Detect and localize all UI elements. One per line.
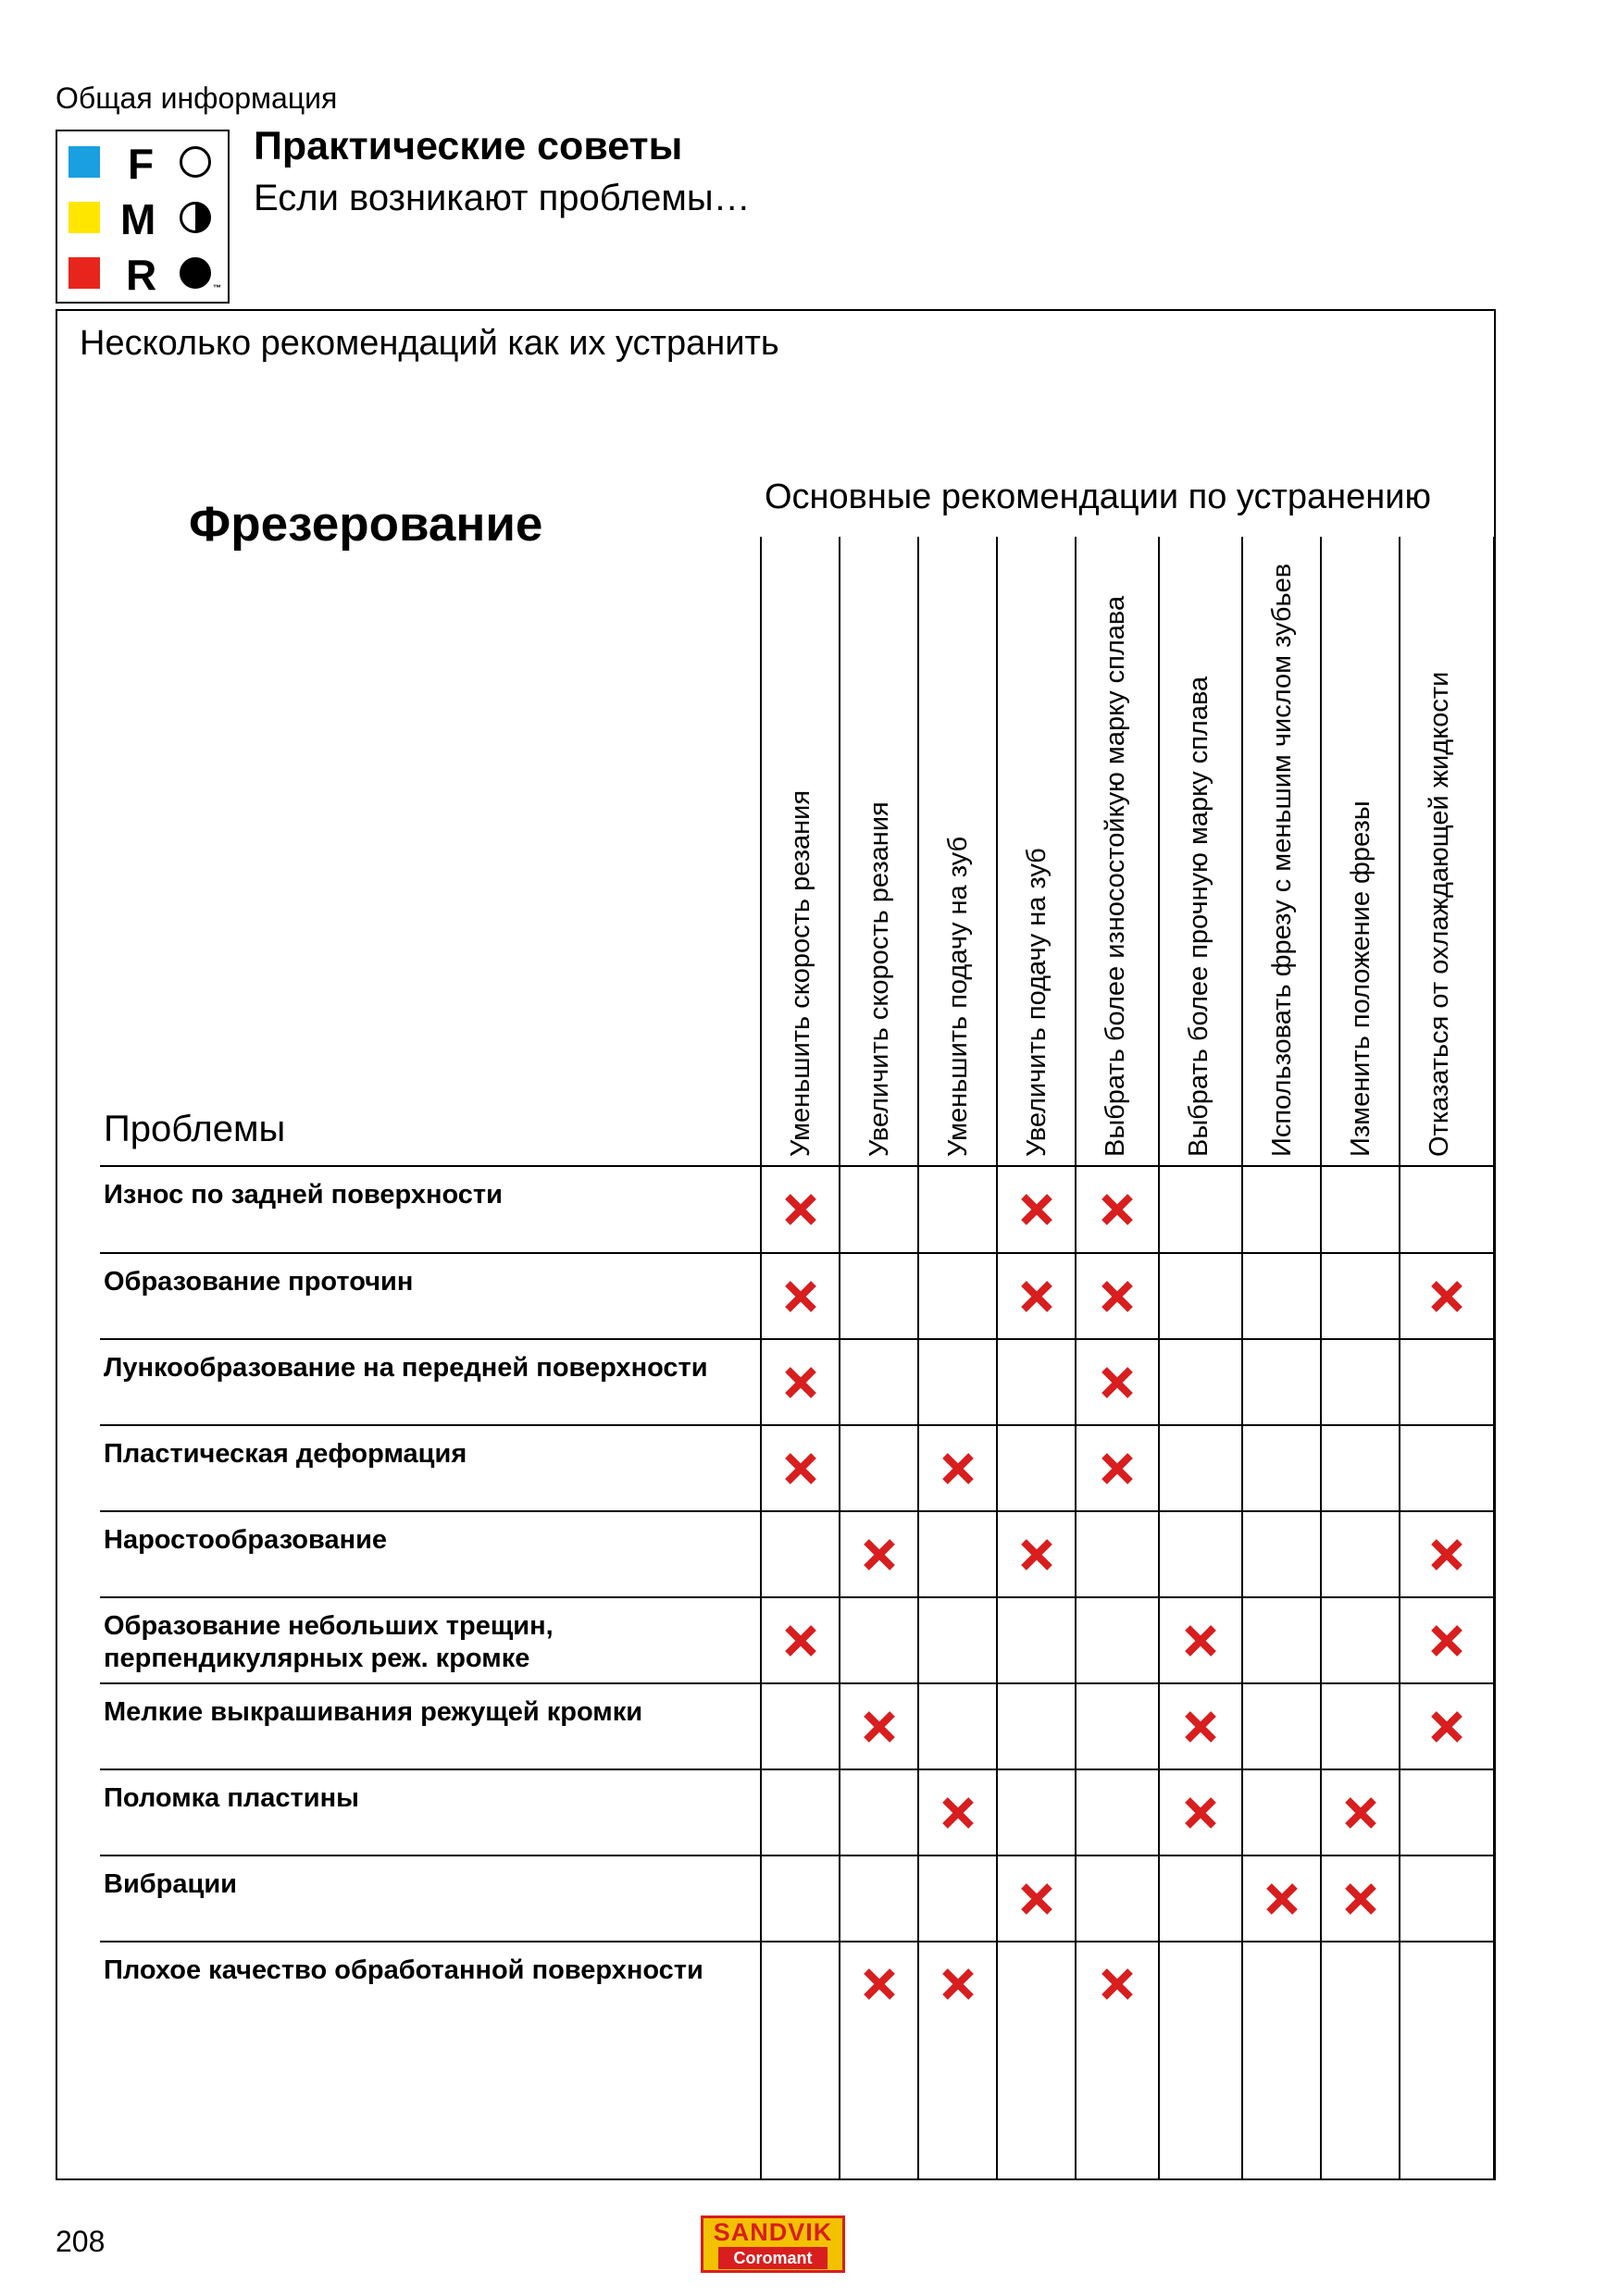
yellow-square-icon xyxy=(68,202,100,233)
row-divider xyxy=(100,1165,1496,1167)
x-mark-icon xyxy=(941,1967,975,2001)
column-divider xyxy=(1493,537,1495,2178)
x-mark-glyph xyxy=(1101,1967,1134,2001)
brand-sub: Coromant xyxy=(718,2247,828,2269)
red-square-icon xyxy=(68,257,100,289)
x-mark-glyph xyxy=(784,1452,817,1485)
x-mark-icon xyxy=(1265,1882,1299,1916)
problem-label: Износ по задней поверхности xyxy=(104,1180,503,1210)
x-mark-glyph xyxy=(1430,1710,1463,1744)
trademark-symbol: ™ xyxy=(213,283,221,292)
x-mark-icon xyxy=(1344,1882,1377,1916)
x-mark-icon xyxy=(863,1967,896,2001)
column-header xyxy=(1322,539,1400,1164)
column-header-label: Уменьшить скорость резания xyxy=(785,789,815,1157)
x-mark-icon xyxy=(784,1193,817,1226)
row-divider xyxy=(100,1855,1496,1856)
x-mark-icon xyxy=(784,1280,817,1313)
x-mark-icon xyxy=(1101,1967,1134,2001)
operation-title: Фрезерование xyxy=(189,497,543,552)
x-mark-icon xyxy=(863,1538,896,1571)
open-circle-icon xyxy=(180,146,211,178)
problem-label: Мелкие выкрашивания режущей кромки xyxy=(104,1697,643,1727)
row-divider xyxy=(100,1510,1496,1512)
x-mark-glyph xyxy=(1344,1882,1377,1916)
column-header xyxy=(762,539,840,1164)
column-header-label: Увеличить подачу на зуб xyxy=(1021,848,1052,1157)
x-mark-glyph xyxy=(1430,1624,1463,1657)
column-header xyxy=(1243,539,1321,1164)
x-mark-glyph xyxy=(1184,1796,1217,1830)
column-header-label: Уменьшить подачу на зуб xyxy=(942,836,973,1157)
row-divider xyxy=(100,1338,1496,1340)
x-mark-icon xyxy=(1430,1624,1463,1657)
row-divider xyxy=(100,1769,1496,1770)
row-divider xyxy=(100,1941,1496,1942)
column-header xyxy=(998,539,1076,1164)
x-mark-icon xyxy=(1020,1538,1053,1571)
problem-label: Вибрации xyxy=(104,1869,238,1899)
x-mark-glyph xyxy=(1101,1280,1134,1313)
x-mark-glyph xyxy=(863,1967,896,2001)
x-mark-icon xyxy=(941,1796,975,1830)
x-mark-icon xyxy=(1020,1193,1053,1226)
x-mark-glyph xyxy=(1430,1280,1463,1313)
fmr-logo xyxy=(56,130,230,304)
page-number: 208 xyxy=(56,2225,106,2258)
x-mark-icon xyxy=(1184,1624,1217,1657)
x-mark-icon xyxy=(1101,1280,1134,1313)
x-mark-icon xyxy=(1101,1452,1134,1485)
x-mark-glyph xyxy=(784,1280,817,1313)
page-subtitle: Если возникают проблемы… xyxy=(254,178,751,218)
x-mark-icon xyxy=(784,1366,817,1399)
column-header-label: Использовать фрезу с меньшим числом зубьев xyxy=(1266,563,1297,1157)
row-divider xyxy=(100,1682,1496,1684)
filled-circle-icon xyxy=(180,257,211,289)
x-mark-glyph xyxy=(941,1967,975,2001)
x-mark-glyph xyxy=(784,1366,817,1399)
half-circle-icon xyxy=(180,202,211,233)
x-mark-glyph xyxy=(1101,1193,1134,1226)
column-header xyxy=(840,539,918,1164)
frame-heading: Несколько рекомендаций как их устранить xyxy=(80,324,779,363)
problem-label: Образование небольших трещин, перпендикулярных реж. кромке xyxy=(104,1611,554,1673)
x-mark-icon xyxy=(784,1452,817,1485)
column-header xyxy=(919,539,997,1164)
problem-label: Наростообразование xyxy=(104,1525,388,1555)
x-mark-glyph xyxy=(1101,1452,1134,1485)
x-mark-icon xyxy=(1430,1710,1463,1744)
column-header xyxy=(1077,539,1154,1164)
x-mark-glyph xyxy=(941,1452,975,1485)
x-mark-glyph xyxy=(863,1538,896,1571)
sandvik-logo xyxy=(701,2215,845,2273)
x-mark-icon xyxy=(1184,1796,1217,1830)
x-mark-icon xyxy=(1101,1366,1134,1399)
x-mark-icon xyxy=(1344,1796,1377,1830)
x-mark-icon xyxy=(1430,1538,1463,1571)
x-mark-glyph xyxy=(784,1193,817,1226)
x-mark-glyph xyxy=(1101,1366,1134,1399)
x-mark-glyph xyxy=(1430,1538,1463,1571)
x-mark-glyph xyxy=(941,1796,975,1830)
logo-letter-r: R xyxy=(126,251,157,299)
x-mark-icon xyxy=(1020,1882,1053,1916)
column-header-label: Выбрать более прочную марку сплава xyxy=(1183,676,1214,1157)
row-divider xyxy=(100,1424,1496,1426)
x-mark-glyph xyxy=(1265,1882,1299,1916)
problem-label: Пластическая деформация xyxy=(104,1439,467,1469)
x-mark-icon xyxy=(1101,1193,1134,1226)
x-mark-glyph xyxy=(1020,1538,1053,1571)
x-mark-icon xyxy=(941,1452,975,1485)
x-mark-glyph xyxy=(1020,1193,1053,1226)
x-mark-icon xyxy=(784,1624,817,1657)
problems-heading: Проблемы xyxy=(104,1109,286,1149)
column-header xyxy=(1400,539,1478,1164)
logo-letter-f: F xyxy=(128,140,155,188)
logo-letter-m: M xyxy=(120,195,156,243)
brand-name: SANDVIK xyxy=(713,2218,833,2246)
x-mark-icon xyxy=(1430,1280,1463,1313)
problem-label: Плохое качество обработанной поверхности xyxy=(104,1955,703,1985)
x-mark-glyph xyxy=(784,1624,817,1657)
row-divider xyxy=(100,1252,1496,1254)
column-header-label: Увеличить скорость резания xyxy=(864,801,894,1157)
x-mark-icon xyxy=(1184,1710,1217,1744)
recommendations-heading: Основные рекомендации по устранению xyxy=(765,478,1431,516)
problem-label: Образование проточин xyxy=(104,1267,414,1297)
column-header-label: Выбрать более износостойкую марку сплава xyxy=(1100,595,1130,1157)
blue-square-icon xyxy=(68,146,100,178)
x-mark-glyph xyxy=(863,1710,896,1744)
x-mark-icon xyxy=(1020,1280,1053,1313)
column-header-label: Отказаться от охлаждающей жидкости xyxy=(1424,671,1454,1157)
x-mark-glyph xyxy=(1020,1882,1053,1916)
x-mark-glyph xyxy=(1020,1280,1053,1313)
x-mark-glyph xyxy=(1344,1796,1377,1830)
x-mark-icon xyxy=(863,1710,896,1744)
row-divider xyxy=(100,1596,1496,1598)
column-header-label: Изменить положение фрезы xyxy=(1345,800,1375,1157)
column-header xyxy=(1160,539,1238,1164)
x-mark-glyph xyxy=(1184,1710,1217,1744)
problem-label: Лункообразование на передней поверхности xyxy=(104,1353,708,1383)
x-mark-glyph xyxy=(1184,1624,1217,1657)
problem-label: Поломка пластины xyxy=(104,1783,359,1813)
page-title: Практические советы xyxy=(254,124,683,168)
section-label: Общая информация xyxy=(56,81,338,115)
